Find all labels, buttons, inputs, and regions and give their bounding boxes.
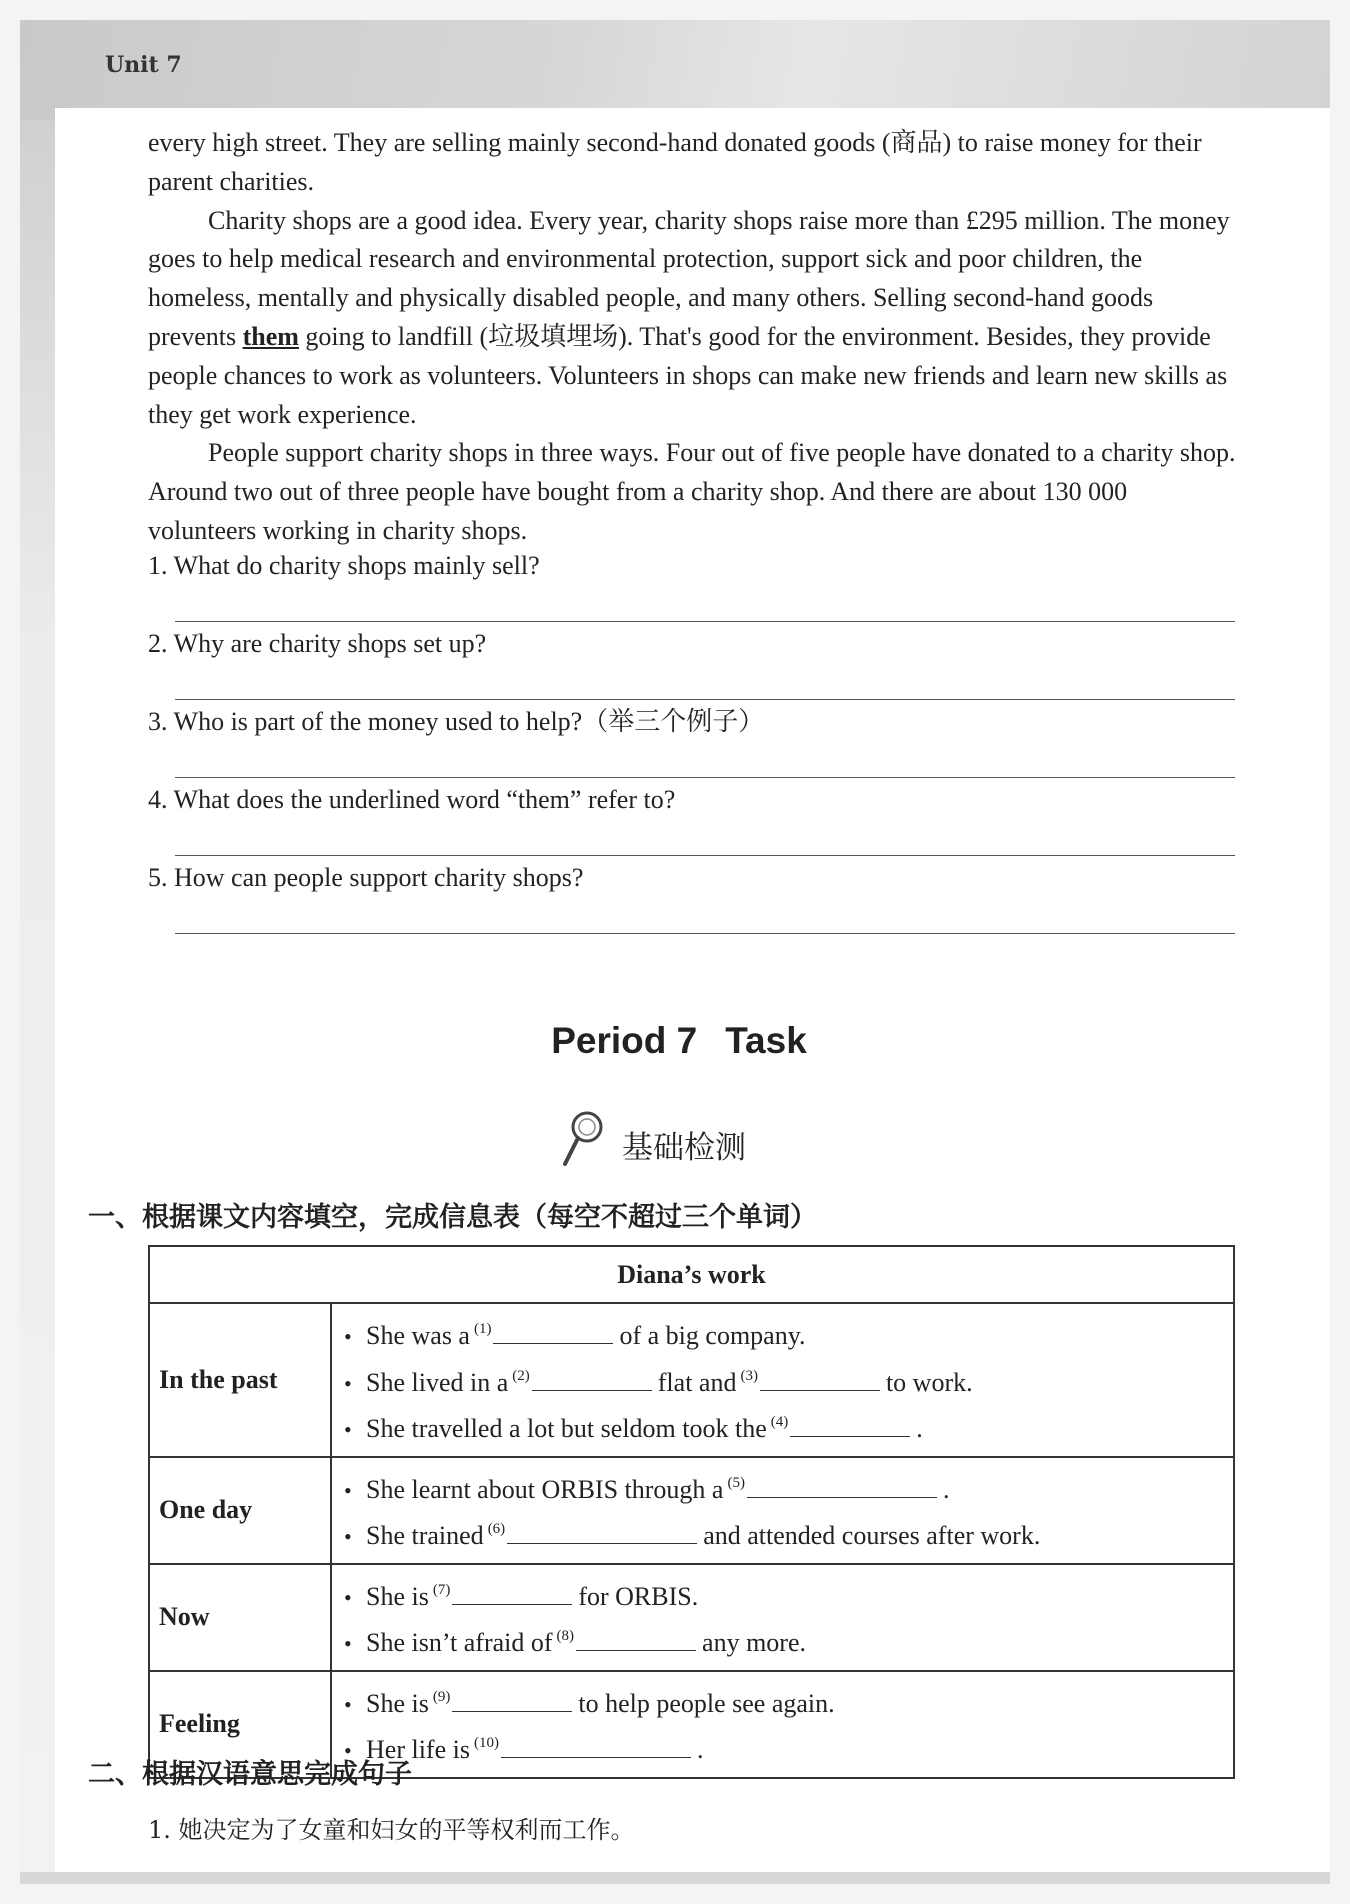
- blank-number: (9): [432, 1688, 451, 1705]
- page-margin: [20, 120, 55, 1872]
- answer-line-2[interactable]: [175, 699, 1235, 700]
- blank-number: (7): [432, 1581, 451, 1598]
- blank-field[interactable]: [532, 1364, 652, 1391]
- question-4: 4. What does the underlined word “them” refer to?: [148, 785, 676, 814]
- row-items: [331, 1303, 1234, 1457]
- table-row: [149, 1303, 1234, 1457]
- basic-check-heading: 基础检测: [622, 1130, 746, 1166]
- passage-paragraph-1: every high street. They are selling mainly second-hand donated goods (商品) to raise money for their parent charities.: [148, 128, 1202, 196]
- list-item: • She isn’t afraid of $^{(8)}$ any more.: [344, 1617, 1233, 1664]
- blank-field[interactable]: [501, 1731, 691, 1758]
- blank-field[interactable]: [790, 1410, 910, 1437]
- answer-line-4[interactable]: [175, 855, 1235, 856]
- row-label-in-the-past: In the past: [149, 1303, 331, 1457]
- blank-number: (4): [770, 1414, 789, 1430]
- blank-number: (5): [727, 1474, 745, 1491]
- question-2: 2. Why are charity shops set up?: [148, 629, 487, 658]
- passage-paragraph-2-head: Charity shops are a good idea. Every year, charity shops raise more than £295 million. The money goes to help medical research and environmental protection, support sick and poor children, the homeless, mentally and physically disabled people, and many others. Selling second-hand goods prevents: [148, 205, 1230, 351]
- question-5: 5. How can people support charity shops?: [148, 863, 584, 892]
- footer-band: [20, 1872, 1330, 1884]
- blank-number: (1): [473, 1321, 492, 1337]
- row-label-feeling: Feeling: [149, 1671, 331, 1778]
- answer-line-3[interactable]: [175, 777, 1235, 778]
- blank-field[interactable]: [452, 1685, 572, 1712]
- answer-line-1[interactable]: [175, 621, 1235, 622]
- list-item: • She travelled a lot but seldom took the $^{(4)}$ .: [344, 1403, 1233, 1450]
- blank-field[interactable]: [507, 1517, 697, 1544]
- blank-number: (3): [740, 1367, 758, 1384]
- passage-paragraph-2-tail: going to landfill (垃圾填埋场). That's good for the environment. Besides, they provide people chances to work as volunteers. Volunteers in shops can make new friends and learn new skills as they get work experience.: [148, 321, 1228, 429]
- blank-number: (8): [556, 1628, 575, 1644]
- row-items: [331, 1564, 1234, 1671]
- reading-passage: [148, 124, 1238, 551]
- blank-field[interactable]: [747, 1471, 937, 1498]
- magnifier-icon: [560, 1108, 608, 1168]
- list-item: • She was a $^{(1)}$ of a big company.: [344, 1310, 1233, 1357]
- blank-field[interactable]: [760, 1364, 880, 1391]
- translation-sentence-1: 1. 她决定为了女童和妇女的平等权利而工作。: [148, 1816, 635, 1844]
- period-label: Period 7: [551, 1020, 698, 1061]
- list-item: • She learnt about ORBIS through a $^{(5)}$ .: [344, 1464, 1233, 1511]
- passage-paragraph-2: [148, 202, 1238, 435]
- blank-field[interactable]: [493, 1317, 613, 1344]
- question-1: 1. What do charity shops mainly sell?: [148, 551, 540, 580]
- list-item: • She lived in a $^{(2)}$ flat and $^{(3)}$ to work.: [344, 1357, 1233, 1404]
- section-1-heading: 一、根据课文内容填空，完成信息表（每空不超过三个单词）: [88, 1202, 817, 1233]
- period-title: [0, 1020, 1350, 1062]
- unit-label: Unit 7: [105, 52, 182, 78]
- row-items: [331, 1457, 1234, 1564]
- header-band: [20, 20, 1330, 120]
- section-2-heading: 二、根据汉语意思完成句子: [88, 1759, 412, 1790]
- underlined-word: them: [242, 321, 299, 351]
- answer-line-5[interactable]: [175, 933, 1235, 934]
- table-row: [149, 1564, 1234, 1671]
- blank-number: (10): [473, 1735, 499, 1751]
- period-task: Task: [725, 1020, 807, 1061]
- table-row: [149, 1457, 1234, 1564]
- list-item: • Her life is $^{(10)}$ .: [344, 1724, 1233, 1771]
- row-label-now: Now: [149, 1564, 331, 1671]
- info-table: [148, 1245, 1235, 1779]
- blank-number: (6): [487, 1521, 506, 1537]
- passage-paragraph-3: People support charity shops in three ways. Four out of five people have donated to a charity shop. Around two out of three people have bought from a charity shop. And there are about 130 000 volunteers working in charity shops.: [148, 438, 1236, 545]
- list-item: • She is $^{(9)}$ to help people see again.: [344, 1678, 1233, 1725]
- blank-number: (2): [512, 1367, 530, 1384]
- question-3: 3. Who is part of the money used to help?（举三个例子）: [148, 707, 765, 736]
- row-items: [331, 1671, 1234, 1778]
- blank-field[interactable]: [576, 1624, 696, 1651]
- table-title: Diana’s work: [149, 1246, 1234, 1303]
- list-item: • She is $^{(7)}$ for ORBIS.: [344, 1571, 1233, 1618]
- list-item: • She trained $^{(6)}$ and attended courses after work.: [344, 1510, 1233, 1557]
- blank-field[interactable]: [452, 1578, 572, 1605]
- row-label-one-day: One day: [149, 1457, 331, 1564]
